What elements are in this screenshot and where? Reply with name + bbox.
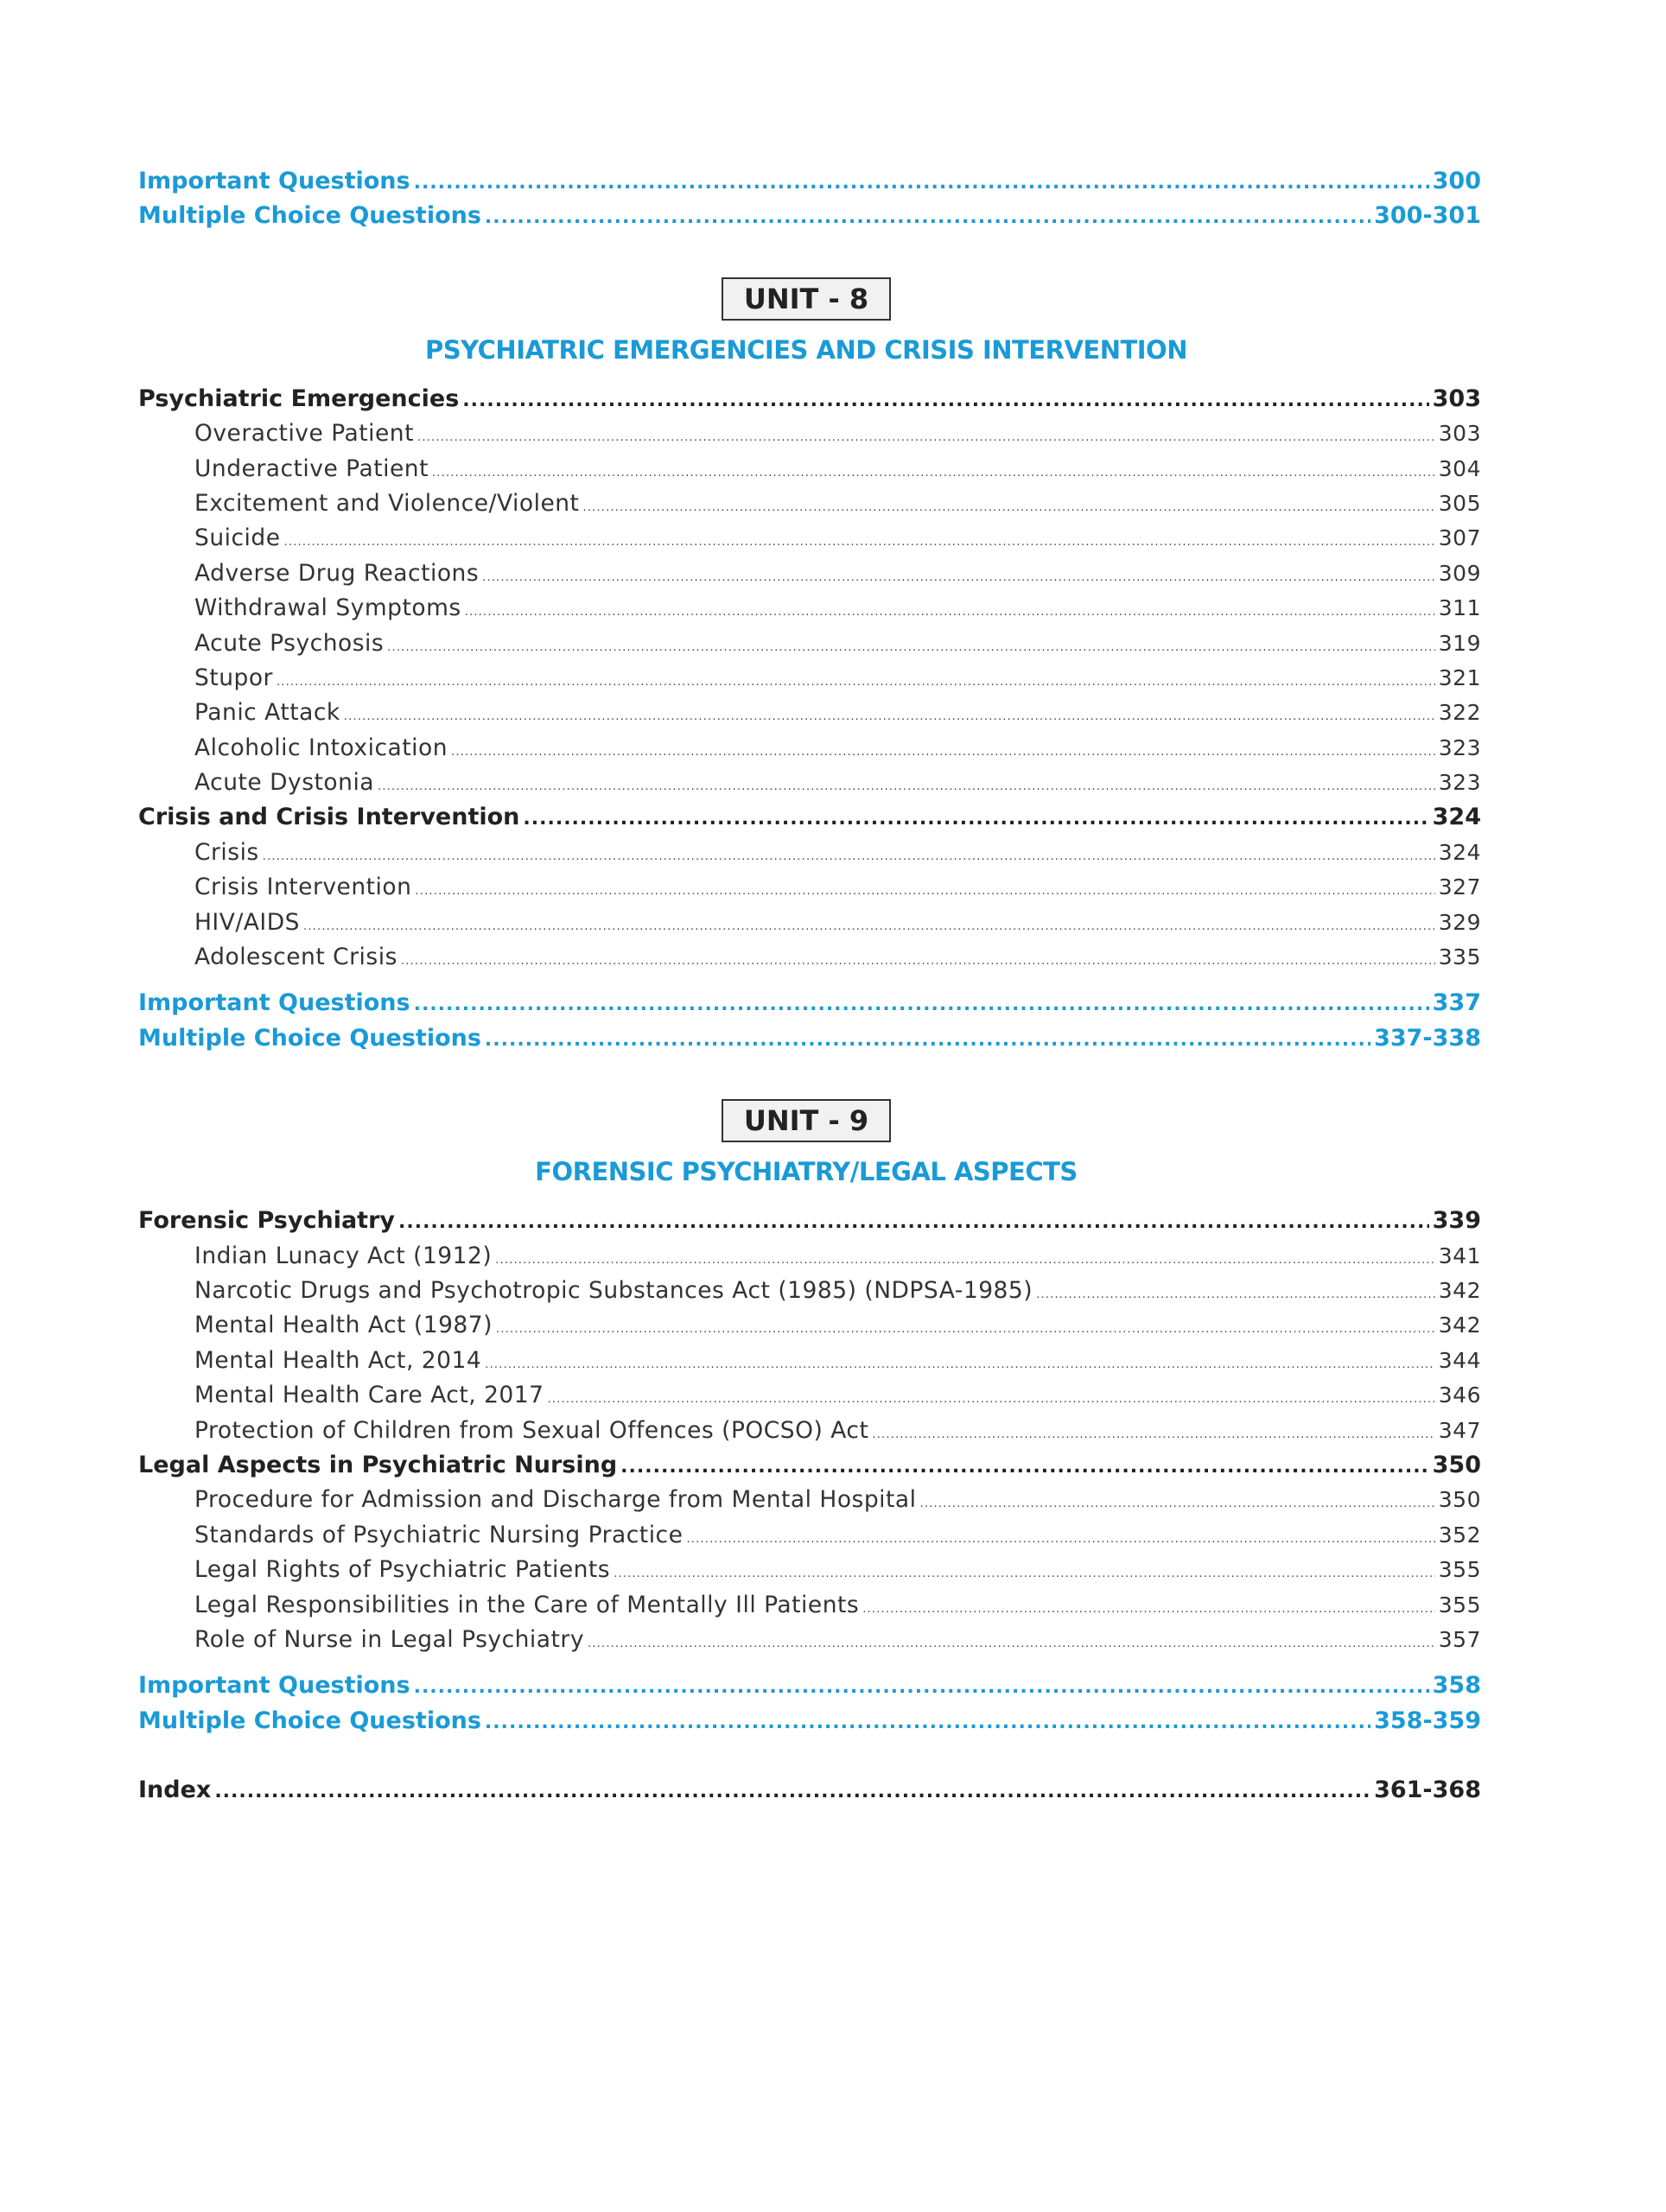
toc-entry-section[interactable]: [138, 1448, 1481, 1483]
toc-entry-subsection[interactable]: [138, 731, 1481, 766]
toc-entry-subsection[interactable]: [138, 870, 1481, 905]
toc-entry-label: Indian Lunacy Act (1912): [194, 1242, 493, 1269]
toc-entry-page: 322: [1438, 700, 1481, 726]
toc-entry-subsection[interactable]: [138, 486, 1481, 521]
dot-leader: [548, 1382, 1435, 1413]
toc-entry-subsection[interactable]: [138, 766, 1481, 800]
dot-leader: [214, 1775, 1370, 1808]
toc-entry-page: 335: [1438, 944, 1481, 970]
toc-entry-important-questions[interactable]: [138, 1669, 1481, 1703]
toc-entry-label: Crisis Intervention: [194, 874, 412, 901]
toc-entry-page: 337-338: [1374, 1024, 1481, 1052]
dot-leader: [485, 1706, 1370, 1738]
toc-entry-subsection[interactable]: [138, 452, 1481, 486]
toc-entry-subsection[interactable]: [138, 416, 1481, 451]
toc-entry-label: Legal Responsibilities in the Care of Mentally Ill Patients: [194, 1591, 860, 1618]
toc-entry-label: Legal Rights of Psychiatric Patients: [194, 1556, 611, 1584]
dot-leader: [588, 1627, 1435, 1657]
toc-entry-subsection[interactable]: [138, 1483, 1481, 1517]
toc-entry-mcq[interactable]: [138, 199, 1481, 233]
toc-entry-page: 355: [1438, 1592, 1481, 1618]
toc-entry-label: Legal Aspects in Psychiatric Nursing: [138, 1451, 618, 1478]
toc-entry-subsection[interactable]: [138, 1588, 1481, 1623]
toc-entry-subsection[interactable]: [138, 556, 1481, 591]
dot-leader: [414, 1670, 1429, 1703]
toc-entry-mcq[interactable]: [138, 1021, 1481, 1056]
table-of-contents: [138, 164, 1481, 1808]
toc-entry-mcq[interactable]: [138, 1704, 1481, 1738]
toc-entry-subsection[interactable]: [138, 1553, 1481, 1587]
toc-entry-page: 324: [1432, 804, 1481, 831]
toc-entry-page: 352: [1438, 1522, 1481, 1548]
toc-entry-page: 311: [1438, 595, 1481, 621]
toc-entry-label: Narcotic Drugs and Psychotropic Substances Act (1985) (NDPSA-1985): [194, 1276, 1033, 1304]
dot-leader: [284, 525, 1435, 556]
toc-entry-page: 329: [1438, 909, 1481, 935]
toc-entry-label: Excitement and Violence/Violent: [194, 489, 580, 517]
toc-entry-subsection[interactable]: [138, 521, 1481, 556]
dot-leader: [523, 802, 1428, 835]
toc-entry-page: 341: [1438, 1243, 1481, 1268]
toc-entry-label: Multiple Choice Questions: [138, 202, 481, 230]
toc-entry-page: 347: [1438, 1417, 1481, 1443]
toc-entry-label: Index: [138, 1777, 212, 1804]
dot-leader: [614, 1557, 1435, 1587]
toc-entry-subsection[interactable]: [138, 1623, 1481, 1657]
toc-entry-page: 307: [1438, 525, 1481, 551]
dot-leader: [582, 491, 1434, 521]
toc-entry-page: 305: [1438, 490, 1481, 516]
toc-entry-subsection[interactable]: [138, 1239, 1481, 1274]
dot-leader: [387, 631, 1435, 661]
toc-entry-label: Important Questions: [138, 989, 410, 1017]
toc-entry-label: Role of Nurse in Legal Psychiatry: [194, 1625, 585, 1653]
toc-entry-important-questions[interactable]: [138, 164, 1481, 199]
toc-entry-label: Forensic Psychiatry: [138, 1207, 395, 1235]
dot-leader: [496, 1313, 1435, 1343]
toc-entry-label: Underactive Patient: [194, 454, 429, 482]
toc-entry-label: Protection of Children from Sexual Offences (POCSO) Act: [194, 1416, 869, 1444]
toc-entry-label: Multiple Choice Questions: [138, 1707, 481, 1734]
toc-entry-subsection[interactable]: [138, 1378, 1481, 1413]
toc-entry-label: Acute Dystonia: [194, 769, 375, 797]
unit-heading: [138, 277, 1481, 322]
toc-entry-page: 358: [1432, 1672, 1481, 1700]
toc-entry-label: Mental Health Act, 2014: [194, 1346, 482, 1374]
toc-entry-page: 303: [1438, 421, 1481, 447]
toc-entry-subsection[interactable]: [138, 626, 1481, 661]
toc-entry-page: 342: [1438, 1277, 1481, 1303]
toc-entry-subsection[interactable]: [138, 591, 1481, 626]
dot-leader: [303, 910, 1435, 940]
unit-heading: [138, 1099, 1481, 1144]
toc-entry-page: 303: [1432, 385, 1481, 412]
toc-entry-subsection[interactable]: [138, 1274, 1481, 1308]
unit-title: PSYCHIATRIC EMERGENCIES AND CRISIS INTERVENTION: [425, 334, 1187, 365]
toc-entry-label: Important Questions: [138, 168, 410, 194]
toc-entry-page: 346: [1438, 1382, 1481, 1408]
toc-entry-label: Mental Health Care Act, 2017: [194, 1382, 544, 1409]
dot-leader: [485, 1348, 1435, 1378]
toc-entry-page: 321: [1438, 664, 1481, 690]
toc-entry-label: Alcoholic Intoxication: [194, 734, 448, 761]
dot-leader: [263, 840, 1435, 870]
dot-leader: [415, 874, 1434, 905]
toc-entry-label: Suicide: [194, 524, 281, 552]
toc-entry-page: 339: [1432, 1207, 1481, 1235]
dot-leader: [344, 700, 1435, 730]
dot-leader: [462, 384, 1428, 416]
toc-entry-index[interactable]: [138, 1773, 1481, 1808]
toc-entry-page: 324: [1438, 839, 1481, 865]
unit-label-box: UNIT - 9: [722, 1099, 891, 1142]
toc-entry-subsection[interactable]: [138, 661, 1481, 696]
toc-entry-page: 358-359: [1374, 1707, 1481, 1734]
dot-leader: [398, 1205, 1429, 1238]
dot-leader: [872, 1418, 1434, 1448]
toc-entry-page: 323: [1438, 770, 1481, 796]
toc-entry-page: 300: [1432, 168, 1481, 194]
toc-entry-label: Important Questions: [138, 1672, 410, 1700]
dot-leader: [414, 166, 1429, 199]
toc-entry-label: Crisis: [194, 838, 259, 866]
toc-entry-page: 323: [1438, 734, 1481, 760]
dot-leader: [495, 1243, 1435, 1274]
toc-entry-section[interactable]: [138, 382, 1481, 416]
toc-entry-label: Crisis and Crisis Intervention: [138, 804, 520, 831]
dot-leader: [620, 1450, 1428, 1483]
toc-entry-label: Overactive Patient: [194, 420, 414, 448]
toc-entry-label: Adverse Drug Reactions: [194, 559, 480, 587]
dot-leader: [485, 1023, 1370, 1056]
dot-leader: [432, 456, 1435, 486]
toc-entry-page: 361-368: [1374, 1777, 1481, 1804]
toc-entry-label: Psychiatric Emergencies: [138, 385, 460, 412]
toc-entry-important-questions[interactable]: [138, 986, 1481, 1020]
toc-entry-page: 350: [1438, 1487, 1481, 1513]
toc-entry-label: Multiple Choice Questions: [138, 1024, 481, 1052]
toc-entry-page: 357: [1438, 1626, 1481, 1652]
dot-leader: [485, 200, 1370, 233]
toc-entry-label: Acute Psychosis: [194, 629, 385, 657]
toc-entry-page: 309: [1438, 560, 1481, 586]
dot-leader: [862, 1592, 1435, 1623]
toc-entry-page: 327: [1438, 874, 1481, 900]
dot-leader: [378, 770, 1435, 800]
toc-entry-page: 337: [1432, 989, 1481, 1017]
dot-leader: [451, 735, 1435, 766]
dot-leader: [277, 665, 1435, 696]
toc-entry-label: Mental Health Act (1987): [194, 1312, 493, 1339]
toc-entry-page: 355: [1438, 1557, 1481, 1583]
toc-entry-subsection[interactable]: [138, 1344, 1481, 1378]
toc-entry-subsection[interactable]: [138, 836, 1481, 870]
unit-label-box: UNIT - 8: [722, 277, 891, 321]
dot-leader: [414, 988, 1429, 1020]
toc-entry-label: Withdrawal Symptoms: [194, 594, 461, 622]
dot-leader: [482, 561, 1435, 591]
toc-entry-label: Panic Attack: [194, 699, 340, 727]
toc-entry-label: Standards of Psychiatric Nursing Practice: [194, 1521, 684, 1548]
toc-entry-subsection[interactable]: [138, 940, 1481, 975]
dot-leader: [686, 1522, 1434, 1553]
toc-entry-label: Adolescent Crisis: [194, 944, 397, 971]
toc-entry-subsection[interactable]: [138, 696, 1481, 730]
toc-entry-subsection[interactable]: [138, 1308, 1481, 1343]
toc-entry-page: 304: [1438, 455, 1481, 481]
toc-entry-label: HIV/AIDS: [194, 908, 300, 936]
toc-entry-section[interactable]: [138, 800, 1481, 835]
toc-entry-label: Procedure for Admission and Discharge from Mental Hospital: [194, 1486, 917, 1514]
toc-entry-page: 350: [1432, 1451, 1481, 1478]
toc-entry-section[interactable]: [138, 1204, 1481, 1238]
dot-leader: [920, 1487, 1435, 1517]
dot-leader: [417, 421, 1435, 451]
toc-entry-subsection[interactable]: [138, 906, 1481, 940]
unit-title: FORENSIC PSYCHIATRY/LEGAL ASPECTS: [535, 1157, 1078, 1187]
dot-leader: [401, 944, 1435, 975]
toc-entry-page: 319: [1438, 630, 1481, 656]
toc-entry-page: 300-301: [1374, 202, 1481, 230]
toc-entry-page: 342: [1438, 1313, 1481, 1338]
dot-leader: [465, 595, 1435, 626]
toc-entry-label: Stupor: [194, 664, 273, 691]
toc-entry-page: 344: [1438, 1347, 1481, 1373]
toc-entry-subsection[interactable]: [138, 1414, 1481, 1448]
dot-leader: [1036, 1278, 1435, 1308]
toc-entry-subsection[interactable]: [138, 1518, 1481, 1553]
